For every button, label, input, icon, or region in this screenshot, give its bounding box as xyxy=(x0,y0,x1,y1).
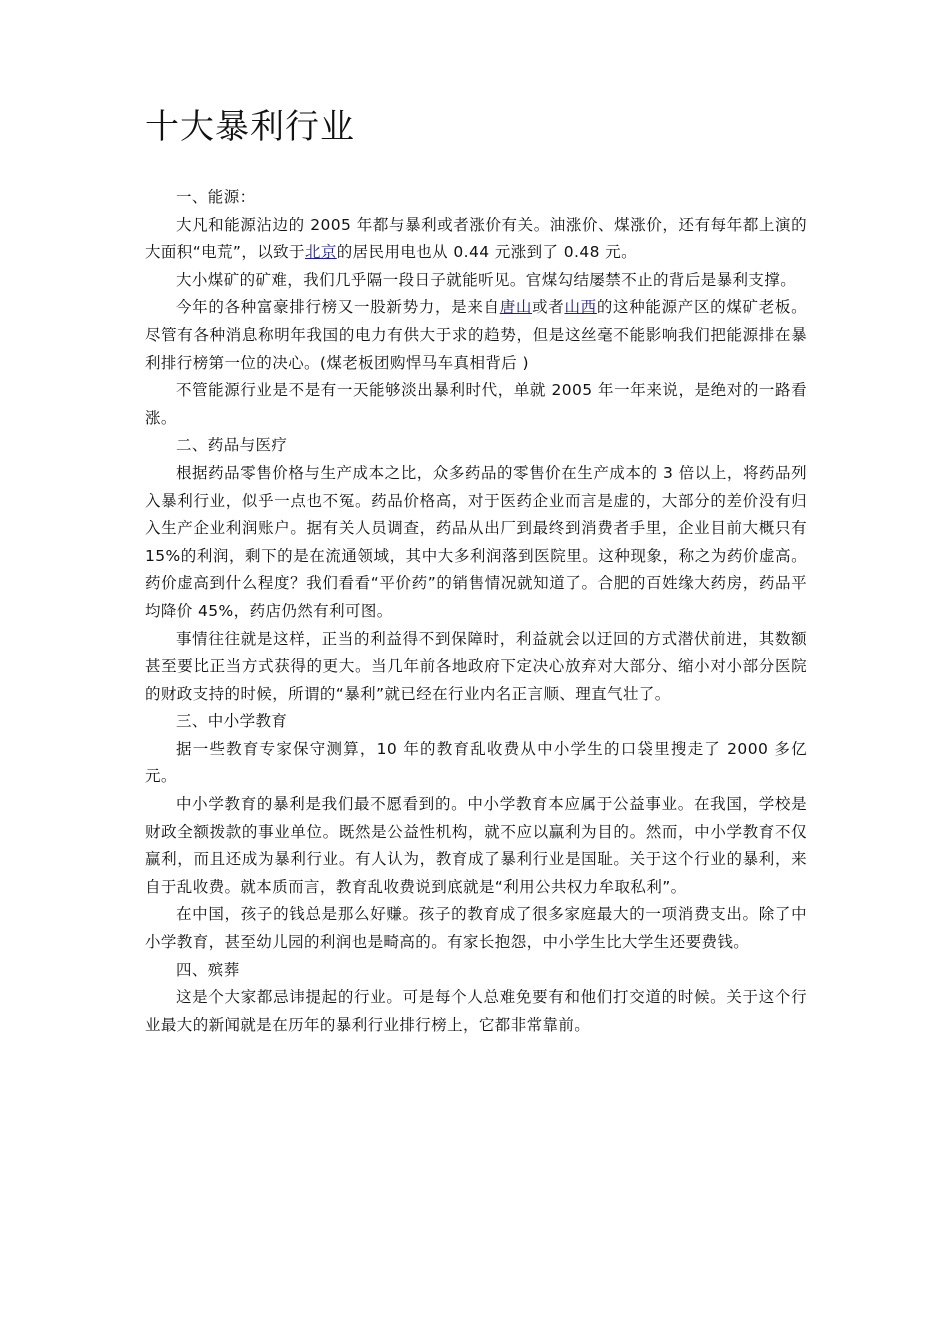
paragraph xyxy=(145,377,807,432)
paragraph-text: 这是个大家都忌讳提起的行业。可是每个人总难免要有和他们打交道的时候。关于这个行业最大的新闻就是在历年的暴利行业排行榜上，它都非常靠前。 xyxy=(145,988,807,1034)
paragraph-text: 一、能源： xyxy=(176,188,256,206)
paragraph-text: 或者 xyxy=(532,298,565,317)
paragraph xyxy=(145,212,807,267)
paragraph-text: 根据药品零售价格与生产成本之比，众多药品的零售价在生产成本的 3 倍以上，将药品列入暴利行业，似乎一点也不冤。药品价格高，对于医药企业而言是虚的，大部分的差价没有归入生产企业利润账户。据有关人员调查，药品从出厂到最终到消费者手里，企业目前大概只有 15%的利润，剩下的是在流通领域，其中大多利润落到医院里。这种现象，称之为药价虚高。药价虚高到什么程度？我们看看“平价药”的销售情况就知道了。合肥的百姓缘大药房，药品平均降价 45%，药店仍然有利可图。 xyxy=(145,463,807,620)
paragraph xyxy=(145,901,807,956)
paragraph-text: 的居民用电也从 0.44 元涨到了 0.48 元。 xyxy=(336,243,638,262)
paragraph-text: 据一些教育专家保守测算，10 年的教育乱收费从中小学生的口袋里搜走了 2000 多亿元。 xyxy=(145,739,807,786)
paragraph xyxy=(145,736,807,791)
inline-link[interactable]: 山西 xyxy=(564,298,597,317)
paragraph-text: 大小煤矿的矿难，我们几乎隔一段日子就能听见。官煤勾结屡禁不止的背后是暴利支撑。 xyxy=(176,270,797,289)
paragraph-text: 事情往往就是这样，正当的利益得不到保障时，利益就会以迂回的方式潜伏前进，其数额甚至要比正当方式获得的更大。当几年前各地政府下定决心放弃对大部分、缩小对小部分医院的财政支持的时候，所谓的“暴利”就已经在行业内名正言顺、理直气壮了。 xyxy=(145,629,807,703)
paragraph xyxy=(145,957,807,985)
paragraph xyxy=(145,460,807,626)
paragraph xyxy=(145,791,807,901)
paragraph-text: 四、殡葬 xyxy=(176,960,240,979)
paragraph xyxy=(145,984,807,1039)
paragraph xyxy=(145,432,807,460)
paragraph xyxy=(145,626,807,709)
paragraph-text: 今年的各种富豪排行榜又一股新势力，是来自 xyxy=(176,298,500,317)
paragraph-text: 二、药品与医疗 xyxy=(176,436,288,455)
inline-link[interactable]: 唐山 xyxy=(499,298,533,317)
paragraph-text: 大凡和能源沾边的 2005 年都与暴利或者涨价有关。油涨价、煤涨价，还有每年都上演的大面积“电荒”，以致于 xyxy=(145,215,807,262)
document-body xyxy=(145,184,807,1039)
document-title: 十大暴利行业 xyxy=(145,107,355,147)
paragraph xyxy=(145,294,807,377)
paragraph xyxy=(145,267,807,295)
paragraph-text: 三、中小学教育 xyxy=(176,712,288,731)
paragraph-text: 在中国，孩子的钱总是那么好赚。孩子的教育成了很多家庭最大的一项消费支出。除了中小学教育，甚至幼儿园的利润也是畸高的。有家长抱怨，中小学生比大学生还要费钱。 xyxy=(145,905,807,952)
document-page xyxy=(145,100,807,1039)
paragraph-text: 的这种能源产区的煤矿老板。尽管有各种消息称明年我国的电力有供大于求的趋势，但是这丝毫不能影响我们把能源排在暴利排行榜第一位的决心。(煤老板团购悍马车真相背后 ) xyxy=(145,298,807,372)
paragraph-text: 不管能源行业是不是有一天能够淡出暴利时代，单就 2005 年一年来说，是绝对的一路看涨。 xyxy=(145,381,807,427)
paragraph xyxy=(145,184,807,212)
paragraph xyxy=(145,708,807,736)
paragraph-text: 中小学教育的暴利是我们最不愿看到的。中小学教育本应属于公益事业。在我国，学校是财政全额拨款的事业单位。既然是公益性机构，就不应以赢利为目的。然而，中小学教育不仅赢利，而且还成为暴利行业。有人认为，教育成了暴利行业是国耻。关于这个行业的暴利，来自于乱收费。就本质而言，教育乱收费说到底就是“利用公共权力牟取私利”。 xyxy=(145,795,807,896)
inline-link[interactable]: 北京 xyxy=(304,243,337,262)
